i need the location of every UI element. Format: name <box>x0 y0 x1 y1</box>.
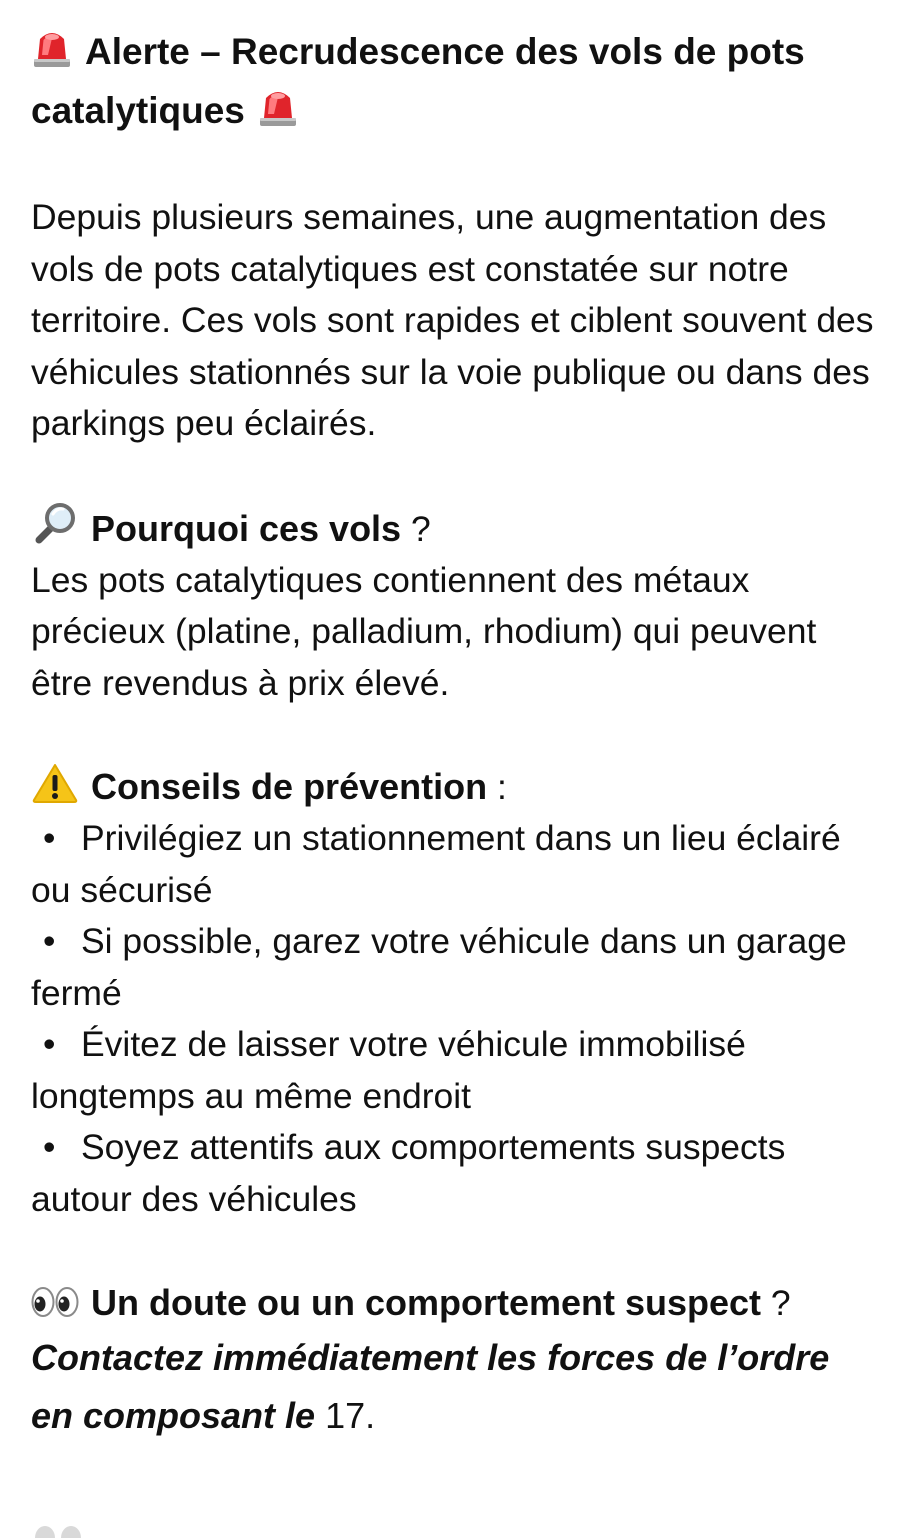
why-heading-text: Pourquoi ces vols <box>91 507 402 549</box>
warning-icon <box>31 762 79 804</box>
tips-heading-punct: : <box>487 767 507 807</box>
bullet-dot: • <box>43 818 56 858</box>
tip-item <box>31 916 881 1019</box>
tip-text: Soyez attentifs aux comportements suspects autour des véhicules <box>31 1127 786 1219</box>
tip-text: Si possible, garez votre véhicule dans un garage fermé <box>31 921 847 1013</box>
eyes-icon <box>31 1284 79 1320</box>
bullet-dot: • <box>43 1127 56 1167</box>
emergency-number: 17. <box>315 1395 376 1436</box>
truncated-icons-row <box>31 1518 151 1538</box>
spacer <box>31 140 881 192</box>
suspect-heading-text: Un doute ou un comportement suspect <box>91 1282 762 1323</box>
tips-heading-text: Conseils de prévention <box>91 766 488 807</box>
suspect-heading <box>31 1277 881 1329</box>
suspect-heading-punct: ? <box>761 1283 791 1323</box>
why-heading <box>31 502 881 555</box>
spacer <box>31 450 881 502</box>
tip-item <box>31 1122 881 1225</box>
tip-text: Évitez de laisser votre véhicule immobilisé longtemps au même endroit <box>31 1024 746 1116</box>
police-light-icon <box>257 84 299 128</box>
why-heading-punct: ? <box>401 508 431 549</box>
contact-line <box>31 1329 881 1445</box>
magnifying-glass-icon <box>31 502 79 546</box>
tip-item <box>31 813 881 916</box>
bullet-dot: • <box>43 1024 56 1064</box>
bullet-dot: • <box>43 921 56 961</box>
spacer <box>31 709 881 761</box>
police-light-icon <box>31 25 73 69</box>
tip-text: Privilégiez un stationnement dans un lieu éclairé ou sécurisé <box>31 818 841 910</box>
post-title-text: Alerte – Recrudescence des vols de pots catalytiques <box>31 31 805 131</box>
tip-item <box>31 1019 881 1122</box>
tips-heading <box>31 761 881 813</box>
intro-paragraph: Depuis plusieurs semaines, une augmentation des vols de pots catalytiques est constatée sur notre territoire. Ces vols sont rapides et ciblent souvent des véhicules stationnés sur la voie publique ou dans des parkings peu éclairés. <box>31 197 874 443</box>
spacer <box>31 1225 881 1277</box>
post-body <box>31 22 881 1445</box>
why-paragraph: Les pots catalytiques contiennent des métaux précieux (platine, palladium, rhodium) qui peuvent être revendus à prix élevé. <box>31 559 817 703</box>
contact-emphasis: Contactez immédiatement les forces de l’ordre en composant le <box>31 1337 830 1436</box>
post-title <box>31 22 881 140</box>
